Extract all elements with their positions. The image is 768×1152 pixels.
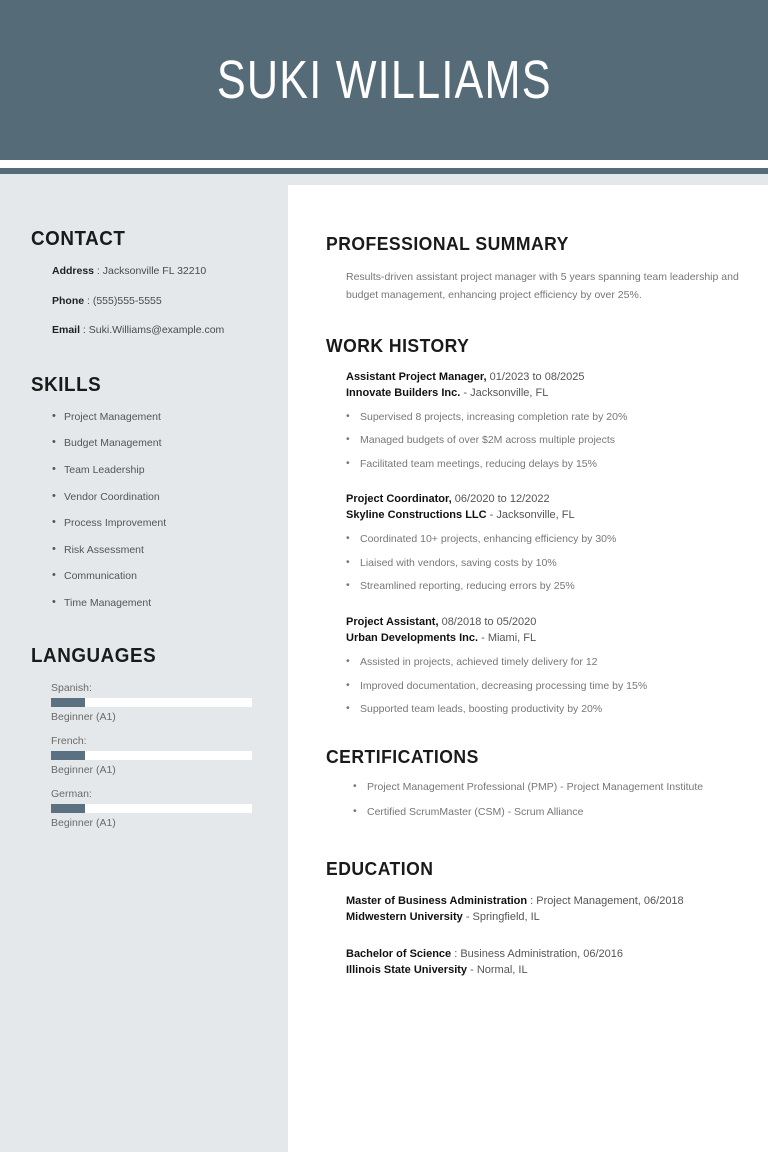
summary-text: Results-driven assistant project manager with 5 years spanning team leadership and budget management, enhancing project efficiency by over 25%. <box>346 271 739 302</box>
job-company: Skyline Constructions LLC <box>346 509 487 522</box>
skill-item: • Vendor Coordination <box>31 491 258 503</box>
job-bullet: • Facilitated team meetings, reducing delays by 15% <box>346 458 768 471</box>
language-proficiency-fill <box>51 804 85 813</box>
skill-item: • Budget Management <box>31 437 258 449</box>
language-item <box>51 682 258 723</box>
contact-item-label: Address <box>52 265 95 277</box>
main-top-strip <box>288 174 768 185</box>
contact-item-value: : (555)555-5555 <box>84 294 162 307</box>
language-level: Beginner (A1) <box>51 710 116 723</box>
work-history-heading: WORK HISTORY <box>326 334 470 356</box>
work-history-entry <box>346 615 768 716</box>
language-level: Beginner (A1) <box>51 816 116 829</box>
job-title-line <box>346 615 768 631</box>
contact-item-label: Phone <box>52 294 85 307</box>
job-dates: 08/2018 to 05/2020 <box>438 616 537 629</box>
education-list <box>326 893 768 979</box>
education-school: Illinois State University <box>346 964 468 977</box>
education-school-line <box>346 962 768 979</box>
certifications-list <box>353 781 768 819</box>
page-title: SUKI WILLIAMS <box>216 50 552 110</box>
job-company-line <box>346 631 768 647</box>
education-location: - Normal, IL <box>467 964 528 977</box>
work-history-list <box>326 370 768 716</box>
job-location: - Jacksonville, FL <box>460 386 549 399</box>
job-title-line <box>346 370 768 386</box>
language-item <box>51 735 258 776</box>
languages-heading: LANGUAGES <box>31 644 157 667</box>
job-dates: 01/2023 to 08/2025 <box>486 370 585 383</box>
education-degree: Master of Business Administration <box>346 894 528 907</box>
job-title: Project Assistant, <box>346 616 439 629</box>
job-company: Innovate Builders Inc. <box>346 386 461 399</box>
certification-item: • Project Management Professional (PMP) - Project Management Institute <box>353 781 768 794</box>
skill-item: • Communication <box>31 570 258 582</box>
job-bullet: • Coordinated 10+ projects, enhancing efficiency by 30% <box>346 533 768 546</box>
contact-item-value: : Jacksonville FL 32210 <box>94 265 207 277</box>
contact-list <box>31 265 258 338</box>
skill-item: • Time Management <box>31 597 258 609</box>
education-field: : Business Administration, 06/2016 <box>451 947 623 960</box>
job-bullet: • Liaised with vendors, saving costs by 10% <box>346 557 768 570</box>
education-degree-line <box>346 893 768 910</box>
language-name: German: <box>51 787 92 800</box>
job-bullet-list <box>346 656 768 716</box>
language-level: Beginner (A1) <box>51 763 116 776</box>
job-company-line <box>346 508 768 524</box>
sidebar <box>0 174 288 1152</box>
main-column <box>288 185 768 1152</box>
contact-item-value: : Suki.Williams@example.com <box>80 324 225 337</box>
education-location: - Springfield, IL <box>462 911 540 924</box>
languages-list <box>51 682 258 829</box>
language-name: Spanish: <box>51 681 92 694</box>
job-bullet-list <box>346 411 768 471</box>
job-bullet: • Supported team leads, boosting productivity by 20% <box>346 703 768 716</box>
language-proficiency-fill <box>51 751 85 760</box>
certification-item: • Certified ScrumMaster (CSM) - Scrum Alliance <box>353 806 768 819</box>
skills-list <box>31 411 258 609</box>
language-proficiency-bar <box>51 751 252 760</box>
job-location: - Miami, FL <box>478 632 537 644</box>
work-history-entry <box>346 492 768 593</box>
job-company-line <box>346 386 768 402</box>
education-heading: EDUCATION <box>326 857 434 879</box>
contact-item-label: Email <box>52 324 81 337</box>
education-school-line <box>346 909 768 926</box>
education-degree-line <box>346 946 768 963</box>
skills-heading: SKILLS <box>31 373 102 396</box>
skill-item: • Project Management <box>31 411 258 423</box>
education-entry <box>346 946 768 979</box>
summary-heading: PROFESSIONAL SUMMARY <box>326 233 569 254</box>
skill-item: • Process Improvement <box>31 517 258 529</box>
resume-header <box>0 0 768 160</box>
skill-item: • Risk Assessment <box>31 544 258 556</box>
contact-heading: CONTACT <box>31 228 126 250</box>
job-bullet: • Improved documentation, decreasing processing time by 15% <box>346 680 768 693</box>
education-school: Midwestern University <box>346 911 463 924</box>
job-location: - Jacksonville, FL <box>486 509 575 522</box>
job-dates: 06/2020 to 12/2022 <box>451 493 550 506</box>
education-entry <box>346 893 768 926</box>
work-history-entry <box>346 370 768 471</box>
education-degree: Bachelor of Science <box>346 947 452 960</box>
language-name: French: <box>51 734 87 747</box>
job-bullet: • Assisted in projects, achieved timely delivery for 12 <box>346 656 768 669</box>
job-bullet: • Supervised 8 projects, increasing completion rate by 20% <box>346 411 768 424</box>
job-bullet: • Managed budgets of over $2M across multiple projects <box>346 434 768 447</box>
language-item <box>51 788 258 829</box>
certifications-heading: CERTIFICATIONS <box>326 745 479 767</box>
job-company: Urban Developments Inc. <box>346 632 479 644</box>
job-bullet: • Streamlined reporting, reducing errors by 25% <box>346 580 768 593</box>
language-proficiency-bar <box>51 804 252 813</box>
contact-item <box>52 295 258 309</box>
skill-item: • Team Leadership <box>31 464 258 476</box>
job-title: Project Coordinator, <box>346 493 452 506</box>
language-proficiency-bar <box>51 698 252 707</box>
job-bullet-list <box>346 533 768 593</box>
contact-item <box>52 265 258 279</box>
header-gap <box>0 160 768 168</box>
language-proficiency-fill <box>51 698 85 707</box>
education-field: : Project Management, 06/2018 <box>527 894 684 907</box>
job-title-line <box>346 492 768 508</box>
job-title: Assistant Project Manager, <box>346 370 487 383</box>
contact-item <box>52 324 258 338</box>
